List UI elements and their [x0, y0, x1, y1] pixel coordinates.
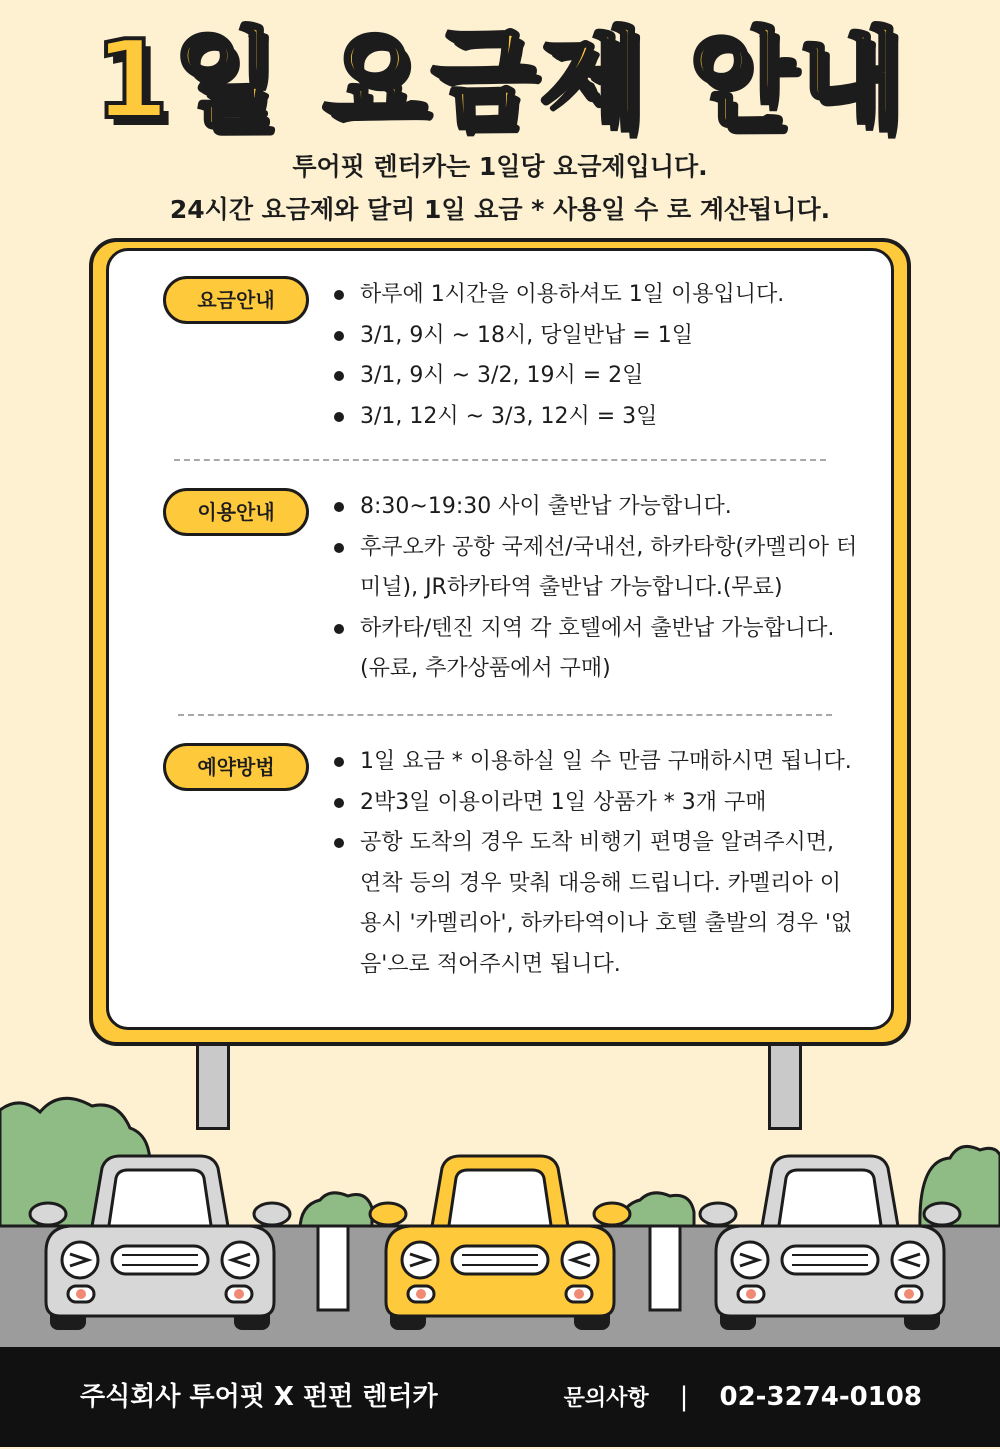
- parking-lot-illustration: [0, 1040, 1000, 1350]
- car-center-icon: [370, 1156, 630, 1330]
- section-label-booking-method: 예약방법: [163, 743, 309, 791]
- list-item: 하카타/텐진 지역 각 호텔에서 출반납 가능합니다. (유료, 추가상품에서 구매): [332, 609, 862, 690]
- list-item: 3/1, 12시 ~ 3/3, 12시 = 3일: [332, 397, 862, 438]
- car-right-icon: [700, 1156, 960, 1330]
- section-label-fee-info: 요금안내: [163, 276, 309, 324]
- list-item: 하루에 1시간을 이용하셔도 1일 이용입니다.: [332, 275, 862, 316]
- contact-label: 문의사항: [563, 1386, 649, 1411]
- bush-center-left-icon: [300, 1193, 372, 1230]
- section-divider: [174, 459, 826, 461]
- parking-line: [318, 1226, 348, 1310]
- section-label-usage-info: 이용안내: [163, 488, 309, 536]
- contact-phone[interactable]: 02-3274-0108: [719, 1382, 922, 1412]
- list-item: 후쿠오카 공항 국제선/국내선, 하카타항(카멜리아 터미널), JR하카타역 출반납 가능합니다.(무료): [332, 528, 862, 609]
- list-item: 3/1, 9시 ~ 3/2, 19시 = 2일: [332, 356, 862, 397]
- list-item: 2박3일 이용이라면 1일 상품가 * 3개 구매: [332, 783, 862, 824]
- footer-contact: [564, 1347, 922, 1449]
- list-item: 공항 도착의 경우 도착 비행기 편명을 알려주시면, 연착 등의 경우 맞춰 대응해 드립니다. 카멜리아 이용시 '카멜리아', 하카타역이나 호텔 출발의 경우 '없음'으로 적어주시면 됩니다.: [332, 823, 862, 985]
- subtitle-line-1: 투어핏 렌터카는 1일당 요금제입니다.: [292, 152, 708, 181]
- fee-info-list: [332, 275, 862, 437]
- list-item: 8:30~19:30 사이 출반납 가능합니다.: [332, 487, 862, 528]
- footer-company: 주식회사 투어핏 X 펀펀 렌터카: [80, 1382, 438, 1412]
- parking-line: [650, 1226, 680, 1310]
- list-item: 1일 요금 * 이용하실 일 수 만큼 구매하시면 됩니다.: [332, 742, 862, 783]
- section-divider: [178, 714, 832, 716]
- usage-info-list: [332, 487, 862, 690]
- list-item: 3/1, 9시 ~ 18시, 당일반납 = 1일: [332, 316, 862, 357]
- contact-separator: |: [679, 1382, 689, 1412]
- footer: [0, 1347, 1000, 1447]
- page-title: 1일 요금제 안내: [93, 18, 907, 143]
- subtitle-line-2: 24시간 요금제와 달리 1일 요금 * 사용일 수 로 계산됩니다.: [169, 195, 831, 224]
- booking-method-list: [332, 742, 862, 985]
